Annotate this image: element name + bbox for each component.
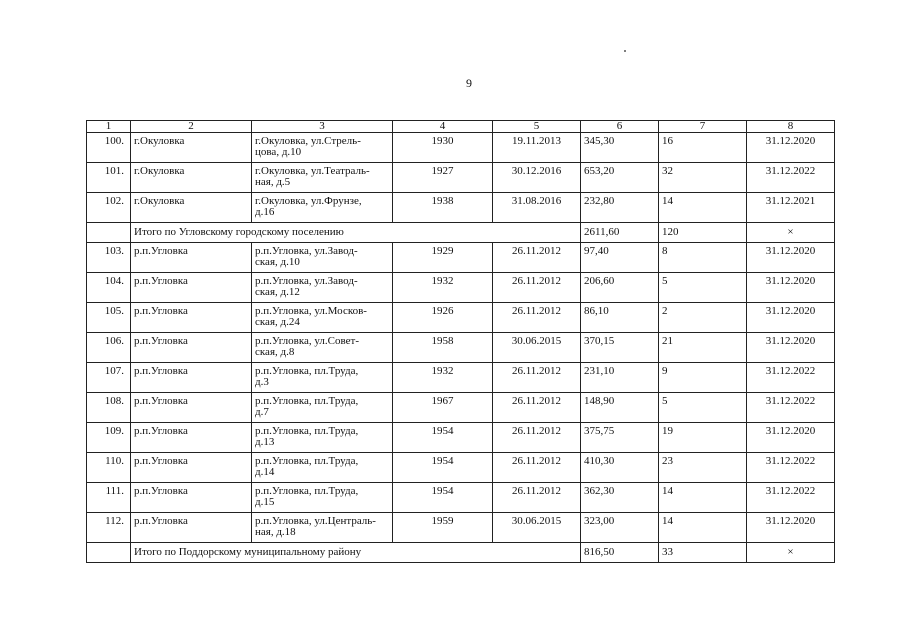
total-label: Итого по Поддорскому муниципальному району [131,543,581,563]
column-header-8: 8 [747,121,835,133]
page-number: 9 [466,76,472,90]
address-cell: р.п.Угловка, пл.Труда, д.15 [252,483,393,513]
settlement-cell: р.п.Угловка [131,363,252,393]
recognition-date-cell: 26.11.2012 [493,423,581,453]
year-built-cell: 1954 [393,423,493,453]
recognition-date-cell: 30.12.2016 [493,163,581,193]
recognition-date-cell: 26.11.2012 [493,393,581,423]
total-mark-cell: × [747,543,835,563]
deadline-cell: 31.12.2020 [747,133,835,163]
row-number: 108. [87,393,131,423]
deadline-cell: 31.12.2022 [747,453,835,483]
deadline-cell: 31.12.2022 [747,393,835,423]
year-built-cell: 1959 [393,513,493,543]
recognition-date-cell: 26.11.2012 [493,243,581,273]
year-built-cell: 1932 [393,273,493,303]
residents-cell: 14 [659,193,747,223]
row-number: 103. [87,243,131,273]
housing-registry-table [86,120,835,563]
column-header-2: 2 [131,121,252,133]
residents-cell: 23 [659,453,747,483]
address-cell: г.Окуловка, ул.Театраль- ная, д.5 [252,163,393,193]
row-number: 109. [87,423,131,453]
year-built-cell: 1938 [393,193,493,223]
settlement-cell: р.п.Угловка [131,453,252,483]
total-empty-cell [87,543,131,563]
year-built-cell: 1927 [393,163,493,193]
recognition-date-cell: 30.06.2015 [493,513,581,543]
total-empty-cell [87,223,131,243]
settlement-cell: р.п.Угловка [131,273,252,303]
table-row [87,333,835,363]
address-cell: р.п.Угловка, ул.Централь- ная, д.18 [252,513,393,543]
residents-cell: 9 [659,363,747,393]
settlement-cell: р.п.Угловка [131,423,252,453]
row-number: 100. [87,133,131,163]
row-number: 104. [87,273,131,303]
table-row [87,163,835,193]
year-built-cell: 1954 [393,483,493,513]
recognition-date-cell: 31.08.2016 [493,193,581,223]
row-number: 102. [87,193,131,223]
recognition-date-cell: 30.06.2015 [493,333,581,363]
address-cell: р.п.Угловка, ул.Завод- ская, д.12 [252,273,393,303]
total-row [87,543,835,563]
area-cell: 232,80 [581,193,659,223]
settlement-cell: р.п.Угловка [131,483,252,513]
area-cell: 206,60 [581,273,659,303]
area-cell: 148,90 [581,393,659,423]
row-number: 105. [87,303,131,333]
total-label: Итого по Угловскому городскому поселению [131,223,581,243]
row-number: 111. [87,483,131,513]
scan-speck [624,50,626,52]
row-number: 101. [87,163,131,193]
year-built-cell: 1929 [393,243,493,273]
deadline-cell: 31.12.2022 [747,363,835,393]
year-built-cell: 1967 [393,393,493,423]
residents-cell: 16 [659,133,747,163]
table-row [87,483,835,513]
row-number: 107. [87,363,131,393]
deadline-cell: 31.12.2020 [747,273,835,303]
total-area-cell: 816,50 [581,543,659,563]
address-cell: г.Окуловка, ул.Стрель- цова, д.10 [252,133,393,163]
column-header-5: 5 [493,121,581,133]
deadline-cell: 31.12.2020 [747,513,835,543]
residents-cell: 5 [659,393,747,423]
settlement-cell: р.п.Угловка [131,243,252,273]
year-built-cell: 1926 [393,303,493,333]
year-built-cell: 1954 [393,453,493,483]
residents-cell: 21 [659,333,747,363]
year-built-cell: 1930 [393,133,493,163]
deadline-cell: 31.12.2020 [747,333,835,363]
address-cell: р.п.Угловка, ул.Москов- ская, д.24 [252,303,393,333]
settlement-cell: г.Окуловка [131,163,252,193]
area-cell: 323,00 [581,513,659,543]
table-row [87,193,835,223]
column-header-4: 4 [393,121,493,133]
row-number: 106. [87,333,131,363]
year-built-cell: 1958 [393,333,493,363]
area-cell: 370,15 [581,333,659,363]
column-header-7: 7 [659,121,747,133]
address-cell: р.п.Угловка, ул.Завод- ская, д.10 [252,243,393,273]
area-cell: 345,30 [581,133,659,163]
table-row [87,453,835,483]
residents-cell: 2 [659,303,747,333]
total-mark-cell: × [747,223,835,243]
total-row [87,223,835,243]
deadline-cell: 31.12.2022 [747,483,835,513]
table-row [87,393,835,423]
total-residents-cell: 120 [659,223,747,243]
address-cell: р.п.Угловка, пл.Труда, д.13 [252,423,393,453]
recognition-date-cell: 26.11.2012 [493,483,581,513]
residents-cell: 5 [659,273,747,303]
deadline-cell: 31.12.2020 [747,303,835,333]
recognition-date-cell: 26.11.2012 [493,363,581,393]
residents-cell: 14 [659,513,747,543]
deadline-cell: 31.12.2020 [747,423,835,453]
recognition-date-cell: 26.11.2012 [493,273,581,303]
column-header-6: 6 [581,121,659,133]
address-cell: г.Окуловка, ул.Фрунзе, д.16 [252,193,393,223]
deadline-cell: 31.12.2020 [747,243,835,273]
area-cell: 410,30 [581,453,659,483]
total-area-cell: 2611,60 [581,223,659,243]
table-row [87,243,835,273]
residents-cell: 32 [659,163,747,193]
recognition-date-cell: 26.11.2012 [493,453,581,483]
settlement-cell: г.Окуловка [131,193,252,223]
settlement-cell: р.п.Угловка [131,513,252,543]
recognition-date-cell: 26.11.2012 [493,303,581,333]
residents-cell: 14 [659,483,747,513]
address-cell: р.п.Угловка, пл.Труда, д.14 [252,453,393,483]
residents-cell: 8 [659,243,747,273]
address-cell: р.п.Угловка, пл.Труда, д.3 [252,363,393,393]
settlement-cell: р.п.Угловка [131,333,252,363]
column-number-header [87,121,835,133]
area-cell: 231,10 [581,363,659,393]
row-number: 110. [87,453,131,483]
year-built-cell: 1932 [393,363,493,393]
table-row [87,133,835,163]
address-cell: р.п.Угловка, ул.Совет- ская, д.8 [252,333,393,363]
settlement-cell: р.п.Угловка [131,303,252,333]
column-header-1: 1 [87,121,131,133]
table-row [87,303,835,333]
settlement-cell: г.Окуловка [131,133,252,163]
area-cell: 653,20 [581,163,659,193]
area-cell: 362,30 [581,483,659,513]
table-row [87,363,835,393]
area-cell: 375,75 [581,423,659,453]
settlement-cell: р.п.Угловка [131,393,252,423]
residents-cell: 19 [659,423,747,453]
table-row [87,273,835,303]
column-header-3: 3 [252,121,393,133]
address-cell: р.п.Угловка, пл.Труда, д.7 [252,393,393,423]
total-residents-cell: 33 [659,543,747,563]
table-row [87,513,835,543]
deadline-cell: 31.12.2021 [747,193,835,223]
table-row [87,423,835,453]
area-cell: 86,10 [581,303,659,333]
recognition-date-cell: 19.11.2013 [493,133,581,163]
row-number: 112. [87,513,131,543]
area-cell: 97,40 [581,243,659,273]
table-body [87,133,835,563]
deadline-cell: 31.12.2022 [747,163,835,193]
